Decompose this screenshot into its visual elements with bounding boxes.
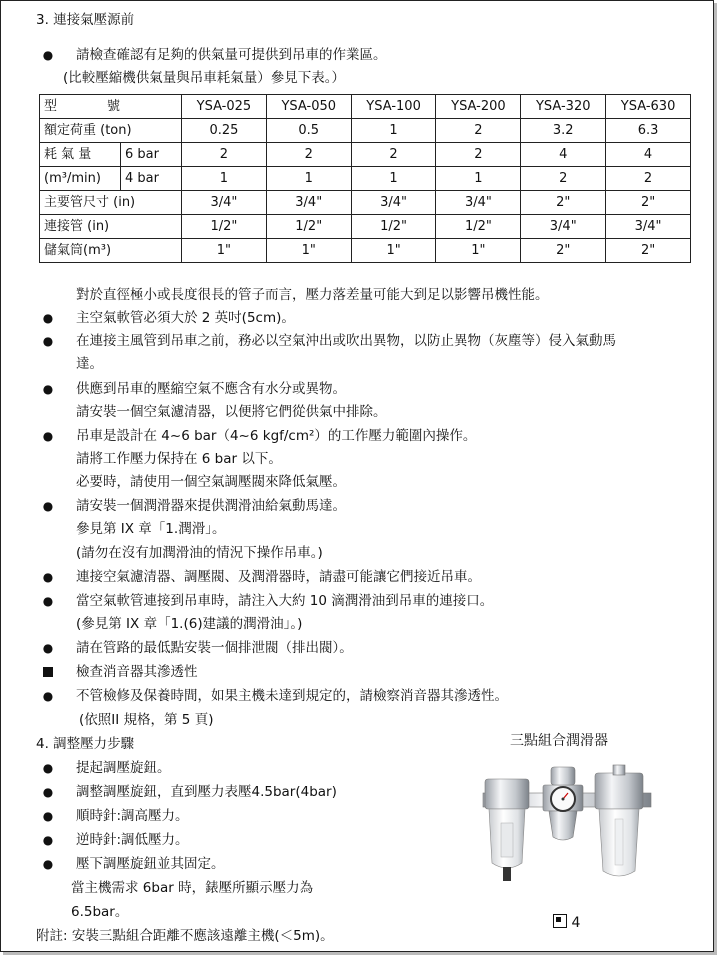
step-press-knob: 壓下調壓旋鈕並其固定。 bbox=[76, 856, 225, 872]
table-row-consumption-4bar bbox=[40, 167, 691, 191]
table-cell: 4 bbox=[606, 143, 691, 167]
table-cell: 1" bbox=[351, 239, 436, 263]
intro-line-2: (比較壓縮機供氣量與吊車耗氣量）參見下表。） bbox=[63, 70, 346, 86]
bullet-icon: ● bbox=[42, 761, 54, 775]
bullet-moisture-line-1: 供應到吊車的壓縮空氣不應含有水分或異物。 bbox=[76, 381, 346, 397]
table-cell: 1 bbox=[436, 167, 521, 191]
table-cell: 1/2" bbox=[436, 215, 521, 239]
pressure-drop-note: 對於直徑極小或長度很長的管子而言，壓力落差量可能大到足以影響吊機性能。 bbox=[76, 287, 549, 303]
step-note-line-2: 6.5bar。 bbox=[71, 904, 129, 920]
bullet-flush-line-2: 達。 bbox=[76, 356, 103, 372]
bullet-muffler-line-2: (依照II 規格，第 5 頁) bbox=[79, 712, 214, 728]
step-note-line-1: 當主機需求 6bar 時，錶壓所顯示壓力為 bbox=[71, 880, 314, 896]
table-row-tank bbox=[40, 239, 691, 263]
tank-label: 儲氣筒(m³) bbox=[40, 239, 182, 263]
table-row-consumption-6bar bbox=[40, 143, 691, 167]
lubricator-head bbox=[595, 773, 643, 809]
bullet-icon: ● bbox=[42, 833, 54, 847]
table-cell: 2 bbox=[436, 143, 521, 167]
frl-unit-illustration bbox=[479, 763, 655, 895]
bullet-pressure-line-1: 吊車是設計在 4~6 bar（4~6 kgf/cm²）的工作壓力範圍內操作。 bbox=[76, 428, 477, 444]
main-pipe-label: 主要管尺寸 (in) bbox=[40, 191, 182, 215]
figure-title: 三點組合潤滑器 bbox=[510, 733, 608, 749]
rated-load-label: 額定荷重 (ton) bbox=[40, 119, 182, 143]
bullet-icon: ● bbox=[42, 857, 54, 871]
table-cell: 1" bbox=[182, 239, 267, 263]
section-4-title: 4. 調整壓力步驟 bbox=[36, 736, 135, 752]
bullet-hose-size: 主空氣軟管必須大於 2 英吋(5cm)。 bbox=[76, 310, 295, 326]
step-adjust-knob: 調整調壓旋鈕，直到壓力表壓4.5bar(4bar) bbox=[76, 784, 337, 800]
table-cell: 1 bbox=[351, 119, 436, 143]
model-cell: YSA-100 bbox=[351, 95, 436, 119]
bullet-proximity: 連接空氣濾清器、調壓閥、及潤滑器時，請盡可能讓它們接近吊車。 bbox=[76, 569, 481, 585]
table-cell: 1/2" bbox=[266, 215, 351, 239]
intro-line-1: 請檢查確認有足夠的供氣量可提供到吊車的作業區。 bbox=[76, 47, 387, 63]
table-cell: 1" bbox=[436, 239, 521, 263]
table-cell: 3/4" bbox=[351, 191, 436, 215]
bullet-icon: ● bbox=[42, 594, 54, 608]
table-cell: 1 bbox=[266, 167, 351, 191]
table-row-rated-load bbox=[40, 119, 691, 143]
section-3-title: 3. 連接氣壓源前 bbox=[36, 12, 135, 28]
bullet-drain-valve: 請在管路的最低點安裝一個排泄閥（排出閥）。 bbox=[76, 640, 353, 656]
bullet-moisture-line-2: 請安裝一個空氣濾清器，以便將它們從供氣中排除。 bbox=[76, 404, 387, 420]
consumption-label-bottom: (m³/min) bbox=[40, 167, 121, 191]
table-cell: 2 bbox=[266, 143, 351, 167]
bullet-icon: ● bbox=[42, 570, 54, 584]
table-cell: 3/4" bbox=[182, 191, 267, 215]
model-cell: YSA-320 bbox=[521, 95, 606, 119]
specification-table bbox=[39, 94, 691, 263]
bullet-muffler-check: 檢查消音器其滲透性 bbox=[76, 664, 198, 680]
figure-number-text: 4 bbox=[571, 915, 581, 931]
bullet-icon: ● bbox=[42, 809, 54, 823]
square-bullet-icon bbox=[43, 667, 53, 677]
table-cell: 3/4" bbox=[436, 191, 521, 215]
pressure-4bar: 4 bar bbox=[121, 167, 182, 191]
regulator-bonnet bbox=[549, 811, 577, 840]
table-cell: 1" bbox=[266, 239, 351, 263]
bullet-flush-line-1: 在連接主風管到吊車之前，務必以空氣沖出或吹出異物，以防止異物（灰塵等）侵入氣動馬 bbox=[76, 333, 616, 349]
table-cell: 2" bbox=[521, 191, 606, 215]
table-cell: 3/4" bbox=[266, 191, 351, 215]
connect-pipe-label: 連接管 (in) bbox=[40, 215, 182, 239]
model-cell: YSA-050 bbox=[266, 95, 351, 119]
table-cell: 1/2" bbox=[351, 215, 436, 239]
bullet-oil-drops-line-2: (參見第 IX 章「1.(6)建議的潤滑油」。) bbox=[76, 616, 303, 632]
bullet-pressure-line-3: 必要時，請使用一個空氣調壓閥來降低氣壓。 bbox=[76, 474, 346, 490]
table-cell: 0.5 bbox=[266, 119, 351, 143]
bullet-lubricator-line-2: 參見第 IX 章「1.潤滑」。 bbox=[76, 521, 226, 537]
model-cell: YSA-630 bbox=[606, 95, 691, 119]
model-cell: YSA-025 bbox=[182, 95, 267, 119]
table-cell: 2" bbox=[606, 191, 691, 215]
table-cell: 3.2 bbox=[521, 119, 606, 143]
footnote: 附註: 安裝三點組合距離不應該遠離主機(＜5m)。 bbox=[36, 928, 334, 944]
table-cell: 2" bbox=[521, 239, 606, 263]
model-cell: YSA-200 bbox=[436, 95, 521, 119]
table-cell: 2 bbox=[182, 143, 267, 167]
table-cell: 3/4" bbox=[606, 215, 691, 239]
bullet-icon: ● bbox=[42, 641, 54, 655]
bullet-icon: ● bbox=[42, 785, 54, 799]
figure-number bbox=[553, 913, 580, 933]
table-cell: 2 bbox=[351, 143, 436, 167]
regulator-knob bbox=[551, 767, 575, 785]
filter-head bbox=[485, 779, 529, 809]
table-cell: 3/4" bbox=[521, 215, 606, 239]
pressure-6bar: 6 bar bbox=[121, 143, 182, 167]
table-row-main-pipe bbox=[40, 191, 691, 215]
bullet-muffler-line-1: 不管檢修及保養時間，如果主機未達到規定的，請檢察消音器其滲透性。 bbox=[76, 688, 508, 704]
table-cell: 2" bbox=[606, 239, 691, 263]
bullet-icon: ● bbox=[42, 311, 54, 325]
bullet-icon: ● bbox=[42, 48, 54, 62]
consumption-label-top: 耗 氣 量 bbox=[40, 143, 121, 167]
filter-element bbox=[501, 823, 513, 857]
table-cell: 2 bbox=[521, 167, 606, 191]
bullet-icon: ● bbox=[42, 382, 54, 396]
table-cell: 2 bbox=[606, 167, 691, 191]
figure-icon bbox=[553, 914, 567, 928]
bullet-icon: ● bbox=[42, 689, 54, 703]
bullet-pressure-line-2: 請將工作壓力保持在 6 bar 以下。 bbox=[76, 451, 282, 467]
table-cell: 1 bbox=[182, 167, 267, 191]
step-clockwise: 順時針:調高壓力。 bbox=[76, 808, 189, 824]
table-cell: 6.3 bbox=[606, 119, 691, 143]
bullet-icon: ● bbox=[42, 429, 54, 443]
table-row-model bbox=[40, 95, 691, 119]
table-cell: 4 bbox=[521, 143, 606, 167]
bullet-oil-drops-line-1: 當空氣軟管連接到吊車時，請注入大約 10 滴潤滑油到吊車的連接口。 bbox=[76, 593, 494, 609]
table-cell: 2 bbox=[436, 119, 521, 143]
bullet-icon: ● bbox=[42, 334, 54, 348]
step-lift-knob: 提起調壓旋鈕。 bbox=[76, 760, 171, 776]
table-cell: 0.25 bbox=[182, 119, 267, 143]
bullet-lubricator-line-1: 請安裝一個潤滑器來提供潤滑油給氣動馬達。 bbox=[76, 498, 346, 514]
step-counterclockwise: 逆時針:調低壓力。 bbox=[76, 832, 189, 848]
table-row-connect-pipe bbox=[40, 215, 691, 239]
table-cell: 1 bbox=[351, 167, 436, 191]
bullet-lubricator-line-3: (請勿在沒有加潤滑油的情況下操作吊車。) bbox=[76, 545, 323, 561]
bullet-icon: ● bbox=[42, 499, 54, 513]
table-cell: 1/2" bbox=[182, 215, 267, 239]
model-label: 型 號 bbox=[40, 95, 182, 119]
drain-valve bbox=[503, 867, 511, 881]
